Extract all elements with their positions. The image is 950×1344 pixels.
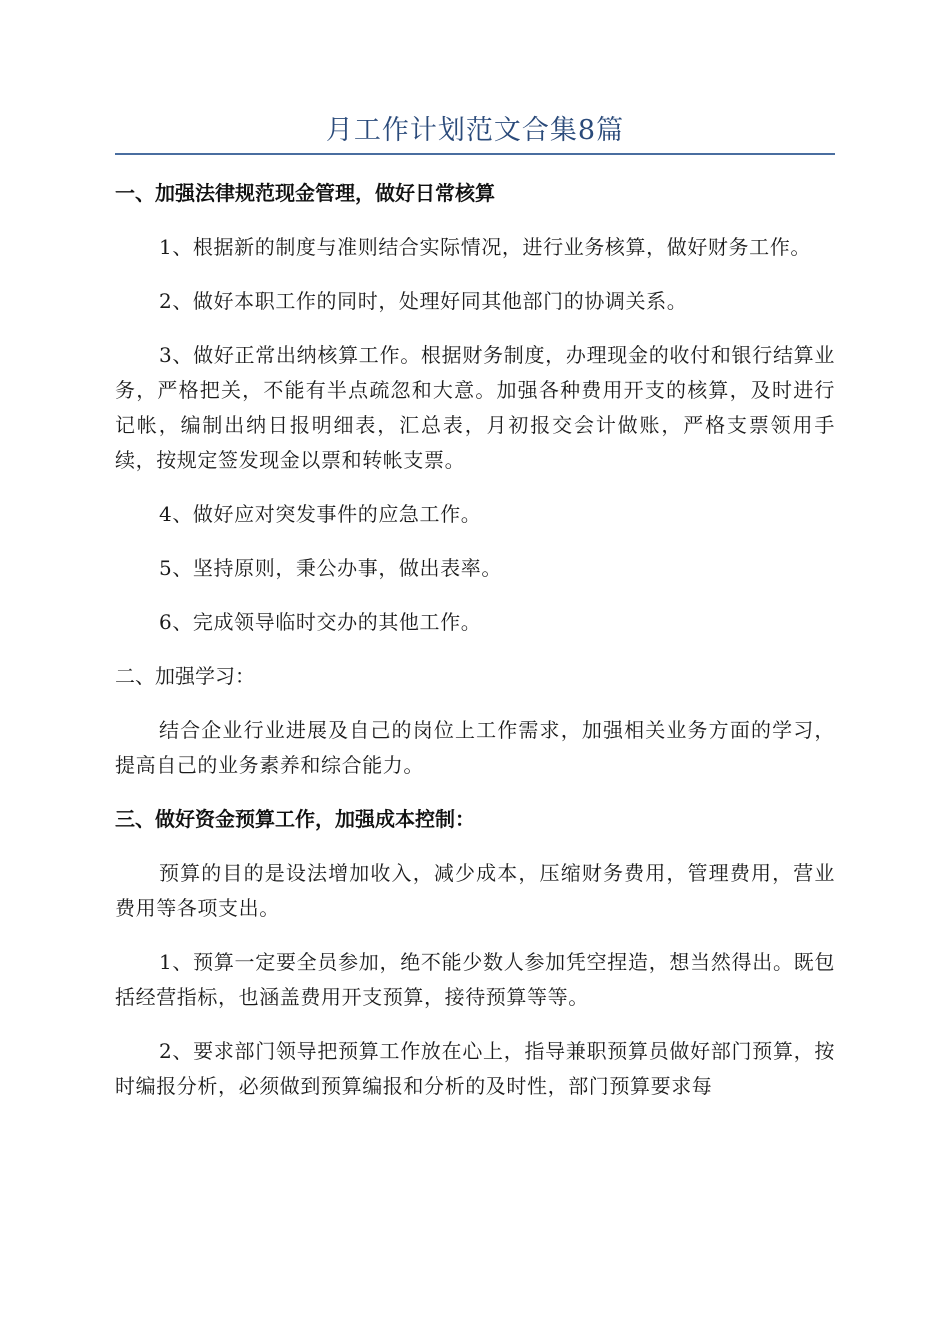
paragraph-2: 2、做好本职工作的同时，处理好同其他部门的协调关系。: [159, 289, 688, 313]
paragraph-8: 预算的目的是设法增加收入，减少成本，压缩财务费用，管理费用，营业费用等各项支出。: [115, 861, 835, 920]
paragraph-5: 5、坚持原则，秉公办事，做出表率。: [159, 556, 502, 580]
paragraph-7: 结合企业行业进展及自己的岗位上工作需求，加强相关业务方面的学习，提高自己的业务素养和综合能力。: [115, 718, 835, 777]
paragraph-3: 3、做好正常出纳核算工作。根据财务制度，办理现金的收付和银行结算业务，严格把关，不能有半点疏忽和大意。加强各种费用开支的核算，及时进行记帐，编制出纳日报明细表，汇总表，月初报交会计做账，严格支票领用手续，按规定签发现金以票和转帐支票。: [115, 343, 835, 472]
paragraph-1: 1、根据新的制度与准则结合实际情况，进行业务核算，做好财务工作。: [159, 235, 811, 259]
section-heading-3: 三、做好资金预算工作，加强成本控制：: [115, 807, 475, 831]
document-title: 月工作计划范文合集8篇: [325, 115, 625, 146]
title-underline: [115, 153, 835, 155]
paragraph-9: 1、预算一定要全员参加，绝不能少数人参加凭空捏造，想当然得出。既包括经营指标，也涵盖费用开支预算，接待预算等等。: [115, 950, 835, 1009]
section-heading-2: 二、加强学习：: [115, 664, 255, 688]
paragraph-6: 6、完成领导临时交办的其他工作。: [159, 610, 482, 634]
paragraph-10: 2、要求部门领导把预算工作放在心上，指导兼职预算员做好部门预算，按时编报分析，必须做到预算编报和分析的及时性，部门预算要求每: [115, 1039, 835, 1098]
paragraph-4: 4、做好应对突发事件的应急工作。: [159, 502, 482, 526]
section-heading-1: 一、加强法律规范现金管理，做好日常核算: [115, 181, 495, 205]
document-body: [115, 176, 835, 1123]
